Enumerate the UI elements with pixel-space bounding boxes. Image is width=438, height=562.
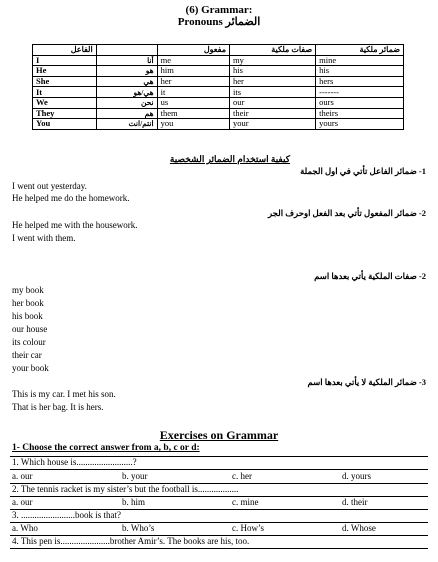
table-row (33, 108, 404, 119)
example-sentence: That is her bag. It is hers. (12, 402, 104, 412)
table-row (33, 97, 404, 108)
table-cell: his (230, 66, 316, 77)
question-stem: 3. ........................book is that? (12, 510, 121, 520)
table-cell: theirs (316, 108, 404, 119)
table-cell: your (230, 119, 316, 130)
table-cell: He (33, 66, 97, 77)
usage-title: كيفية استخدام الضمائر الشخصية (169, 154, 290, 164)
divider (10, 469, 428, 470)
question-instruction: 1- Choose the correct answer from a, b, c or d: (12, 443, 200, 453)
table-cell: أنا (96, 55, 157, 66)
table-cell: انتم/انت (96, 119, 157, 130)
example-sentence: I went with them. (12, 233, 76, 243)
example-phrase: its colour (12, 337, 46, 347)
section-heading: 2- صفات الملكية يأتي بعدها اسم (314, 271, 426, 281)
answer-option: b. Who’s (122, 523, 155, 533)
example-phrase: your book (12, 363, 49, 373)
table-row (33, 87, 404, 98)
example-sentence: He helped me with the housework. (12, 220, 138, 230)
answer-option: c. mine (232, 497, 259, 507)
question-stem: 4. This pen is......................brother Amir’s. The books are his, too. (12, 536, 250, 546)
table-cell: She (33, 76, 97, 87)
example-sentence: I went out yesterday. (12, 181, 87, 191)
table-cell: They (33, 108, 97, 119)
table-cell: هي/هو (96, 87, 157, 98)
table-cell: its (230, 87, 316, 98)
table-cell: my (230, 55, 316, 66)
table-cell: them (157, 108, 229, 119)
table-cell: us (157, 97, 229, 108)
table-cell: their (230, 108, 316, 119)
table-row (33, 55, 404, 66)
answer-option: d. yours (342, 471, 371, 481)
answer-option: b. your (122, 471, 148, 481)
answer-option: d. Whose (342, 523, 376, 533)
divider (10, 548, 428, 549)
table-cell: هي (96, 76, 157, 87)
answer-option: b. him (122, 497, 146, 507)
answer-option: a. our (12, 497, 33, 507)
table-cell: We (33, 97, 97, 108)
table-cell: هم (96, 108, 157, 119)
table-cell: her (157, 76, 229, 87)
lesson-title: (6) Grammar: (185, 4, 253, 16)
answer-option: d. their (342, 497, 368, 507)
table-cell: me (157, 55, 229, 66)
example-phrase: their car (12, 350, 42, 360)
answer-option: c. How’s (232, 523, 264, 533)
table-cell: her (230, 76, 316, 87)
table-header-cell: ضمائر ملكية (316, 45, 404, 56)
table-cell: hers (316, 76, 404, 87)
example-phrase: our house (12, 324, 48, 334)
table-cell: you (157, 119, 229, 130)
table-cell: ------- (316, 87, 404, 98)
table-cell: ours (316, 97, 404, 108)
table-cell: هو (96, 66, 157, 77)
table-cell: نحن (96, 97, 157, 108)
table-cell: yours (316, 119, 404, 130)
example-phrase: his book (12, 311, 43, 321)
table-header-row (33, 45, 404, 56)
lesson-subtitle: Pronouns الضمائر (177, 16, 261, 28)
table-header-cell: صفات ملكية (230, 45, 316, 56)
question-stem: 2. The tennis racket is my sister’s but the football is.................. (12, 484, 239, 494)
example-phrase: her book (12, 298, 44, 308)
answer-option: a. our (12, 471, 33, 481)
table-cell: It (33, 87, 97, 98)
table-cell: You (33, 119, 97, 130)
answer-option: a. Who (12, 523, 38, 533)
question-stem: 1. Which house is.........................? (12, 457, 137, 467)
section-heading: 3- ضمائر الملكية لا يأتي بعدها اسم (307, 377, 426, 387)
exercises-title: Exercises on Grammar (159, 428, 279, 442)
section-heading: 2- ضمائر المفعول تأتي بعد الفعل اوحرف الجر (267, 208, 426, 218)
pronoun-table (32, 44, 404, 130)
table-header-cell (96, 45, 157, 56)
table-row (33, 119, 404, 130)
example-sentence: This is my car. I met his son. (12, 389, 116, 399)
section-heading: 1- ضمائر الفاعل تأتي في اول الجملة (300, 166, 426, 176)
table-cell: I (33, 55, 97, 66)
table-header-cell: الفاعل (33, 45, 97, 56)
table-cell: mine (316, 55, 404, 66)
example-phrase: my book (12, 285, 44, 295)
table-cell: his (316, 66, 404, 77)
table-row (33, 76, 404, 87)
table-row (33, 66, 404, 77)
table-cell: him (157, 66, 229, 77)
table-header-cell: مفعول (157, 45, 229, 56)
table-cell: our (230, 97, 316, 108)
table-cell: it (157, 87, 229, 98)
answer-option: c. her (232, 471, 252, 481)
example-sentence: He helped me do the homework. (12, 193, 130, 203)
